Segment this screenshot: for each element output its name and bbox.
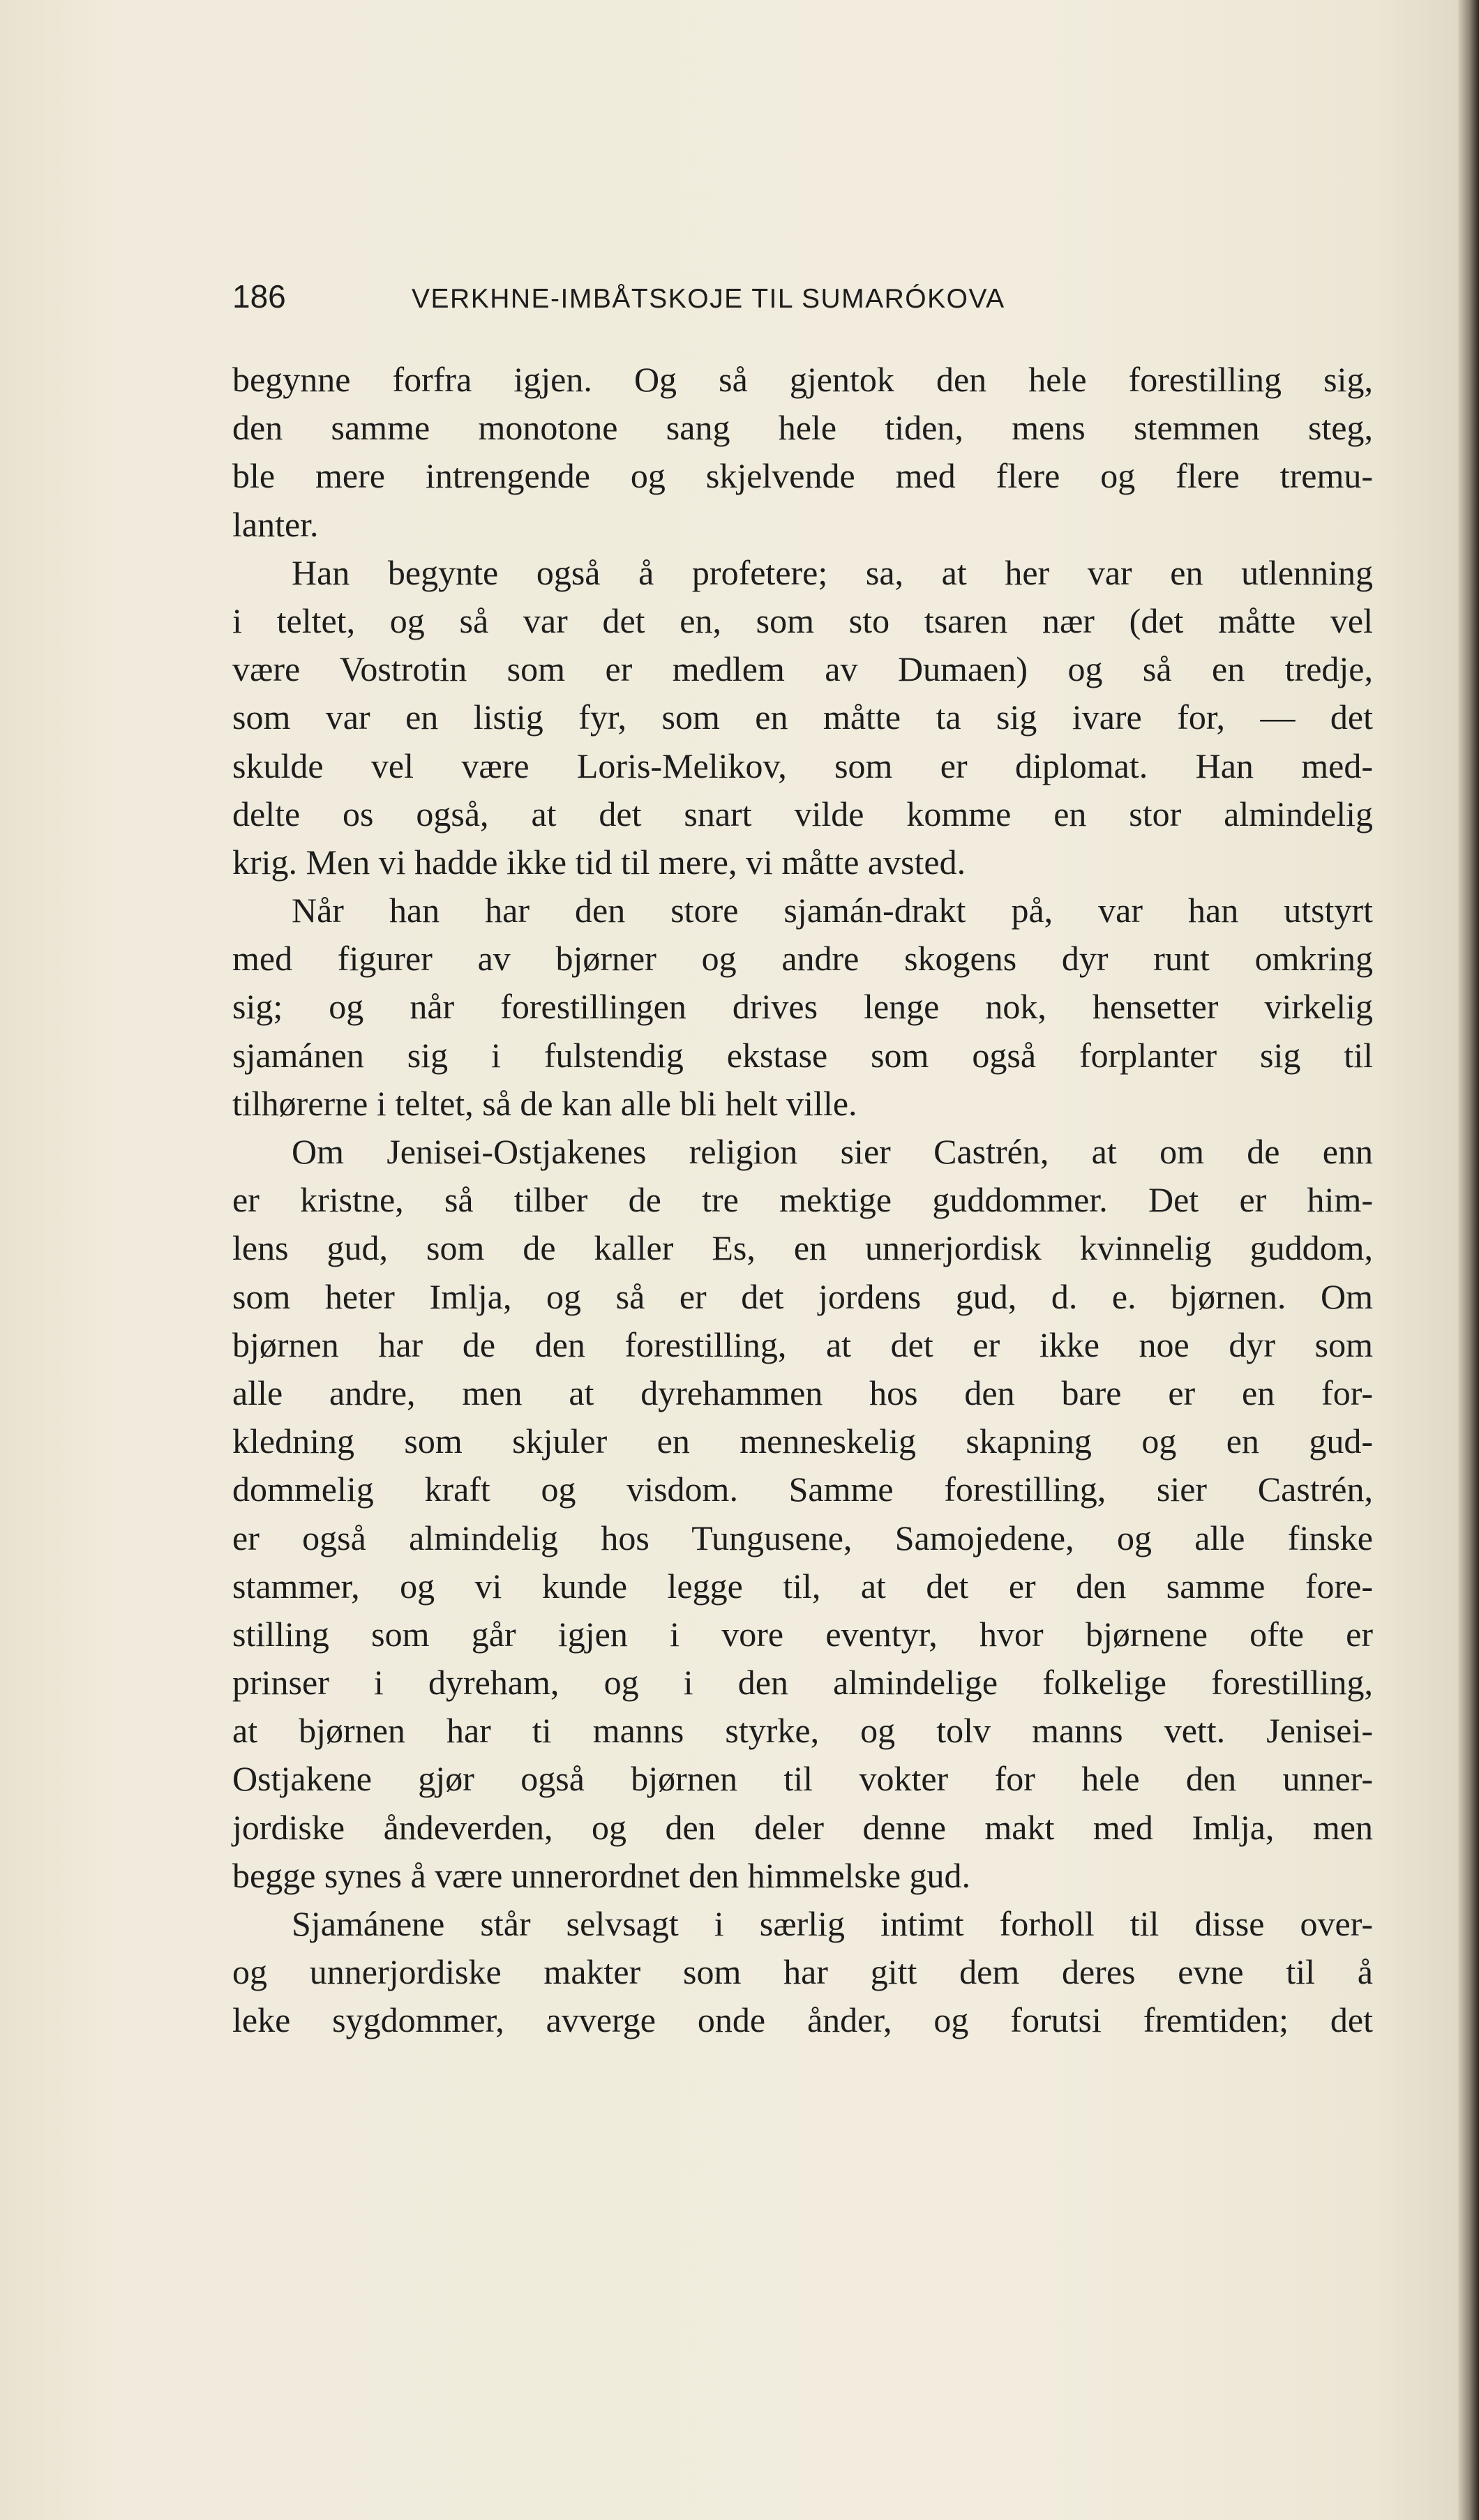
page-header [232, 276, 1167, 324]
text-line: Han begynte også å profetere; sa, at her var en utlenning [292, 552, 1373, 592]
text-line: prinser i dyreham, og i den almindelige folkelige forestilling, [232, 1663, 1373, 1703]
text-line: jordiske åndeverden, og den deler denne makt med Imlja, men [232, 1807, 1373, 1847]
text-line: bjørnen har de den forestilling, at det er ikke noe dyr som [232, 1325, 1373, 1364]
text-line: som heter Imlja, og så er det jordens gud, d. e. bjørnen. Om [232, 1276, 1373, 1316]
text-line: lanter. [232, 504, 319, 544]
text-line: leke sygdommer, avverge onde ånder, og forutsi fremtiden; det [232, 2000, 1373, 2040]
text-line: Sjamánene står selvsagt i særlig intimt forholl til disse over- [292, 1904, 1373, 1943]
text-line: krig. Men vi hadde ikke tid til mere, vi måtte avsted. [232, 842, 966, 882]
text-line: tilhørerne i teltet, så de kan alle bli helt ville. [232, 1083, 857, 1123]
text-line: ble mere intrengende og skjelvende med flere og flere tremu- [232, 456, 1373, 496]
text-line: Om Jenisei-Ostjakenes religion sier Castrén, at om de enn [292, 1132, 1373, 1171]
text-line: dommelig kraft og visdom. Samme forestilling, sier Castrén, [232, 1470, 1373, 1509]
text-line: lens gud, som de kaller Es, en unnerjordisk kvinnelig guddom, [232, 1228, 1373, 1268]
text-line: stilling som går igjen i vore eventyr, hvor bjørnene ofte er [232, 1614, 1373, 1654]
text-line: delte os også, at det snart vilde komme en stor almindelig [232, 794, 1373, 833]
text-line: begge synes å være unnerordnet den himmelske gud. [232, 1855, 971, 1895]
text-line: sjamánen sig i fulstendig ekstase som også forplanter sig til [232, 1035, 1373, 1075]
text-line: som var en listig fyr, som en måtte ta sig ivare for, — det [232, 697, 1373, 737]
text-line: er også almindelig hos Tungusene, Samojedene, og alle finske [232, 1518, 1373, 1557]
text-line: skulde vel være Loris-Melikov, som er diplomat. Han med- [232, 746, 1373, 785]
text-line: er kristne, så tilber de tre mektige guddommer. Det er him- [232, 1180, 1373, 1220]
text-line: alle andre, men at dyrehammen hos den bare er en for- [232, 1373, 1373, 1412]
text-line: kledning som skjuler en menneskelig skapning og en gud- [232, 1421, 1373, 1461]
page-number: 186 [232, 278, 286, 315]
text-line: den samme monotone sang hele tiden, mens stemmen steg, [232, 408, 1373, 448]
text-line: være Vostrotin som er medlem av Dumaen) og så en tredje, [232, 649, 1373, 689]
text-line: med figurer av bjørner og andre skogens dyr runt omkring [232, 939, 1373, 979]
body-text [232, 356, 1373, 2045]
text-line: sig; og når forestillingen drives lenge nok, hensetter virkelig [232, 987, 1373, 1027]
text-line: Når han har den store sjamán-drakt på, var han utstyrt [292, 891, 1373, 930]
text-line: begynne forfra igjen. Og så gjentok den hele forestilling sig, [232, 360, 1373, 399]
text-line: at bjørnen har ti manns styrke, og tolv manns vett. Jenisei- [232, 1711, 1373, 1751]
running-title: VERKHNE-IMBÅTSKOJE TIL SUMARÓKOVA [412, 284, 1005, 314]
page-edge-shadow [1458, 0, 1479, 2520]
text-line: i teltet, og så var det en, som sto tsaren nær (det måtte vel [232, 601, 1373, 640]
text-line: og unnerjordiske makter som har gitt dem deres evne til å [232, 1952, 1373, 1992]
text-line: stammer, og vi kunde legge til, at det er den samme fore- [232, 1566, 1373, 1606]
text-line: Ostjakene gjør også bjørnen til vokter for hele den unner- [232, 1759, 1373, 1799]
